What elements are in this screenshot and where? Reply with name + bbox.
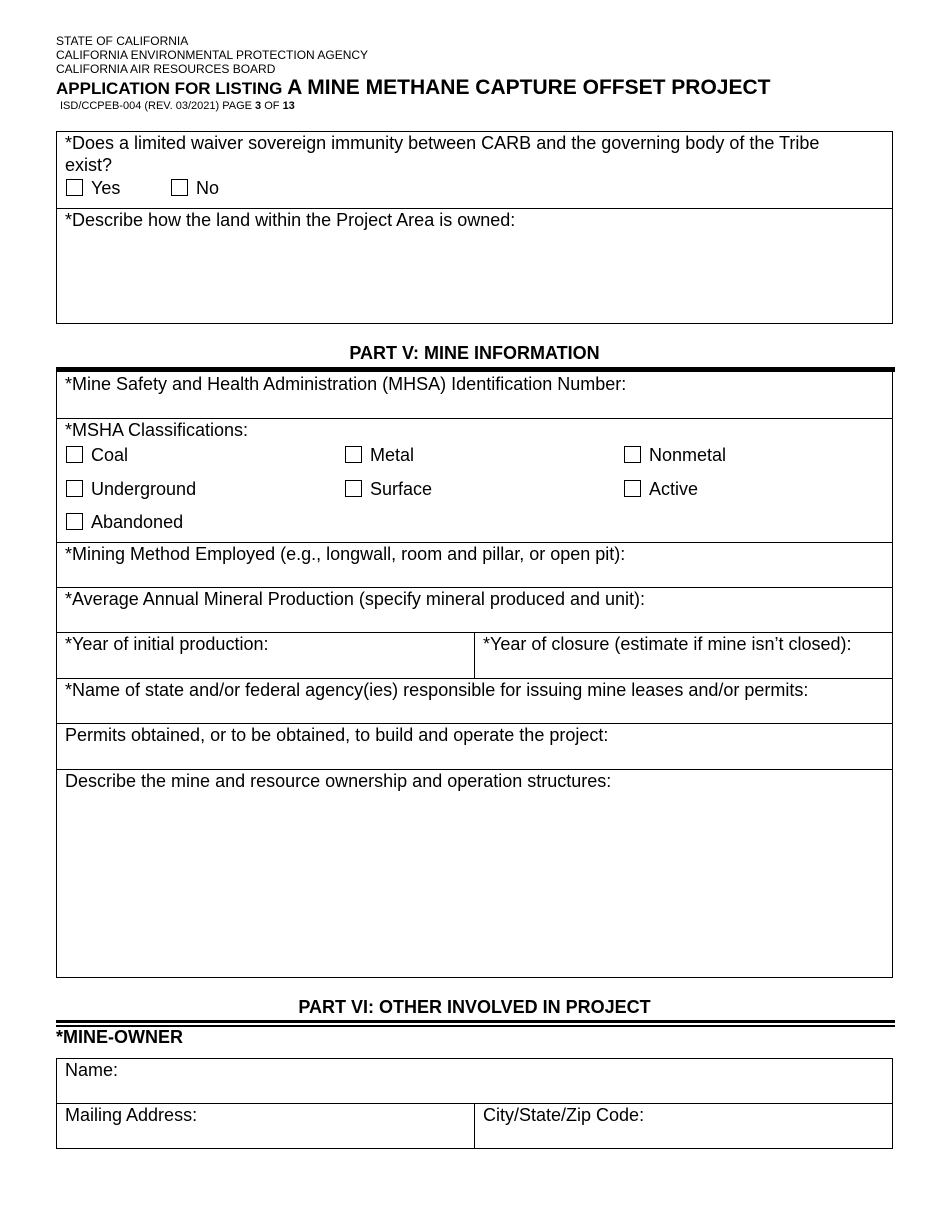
- part6-title: PART VI: OTHER INVOLVED IN PROJECT: [298, 997, 651, 1017]
- city-state-zip-field[interactable]: [479, 1127, 889, 1147]
- part6-rule-top: [56, 1020, 895, 1023]
- column-divider: [474, 1103, 475, 1149]
- underground-checkbox[interactable]: [66, 480, 83, 497]
- name-label: Name:: [65, 1060, 119, 1080]
- year-initial-field[interactable]: [60, 656, 470, 676]
- metal-label: Metal: [370, 445, 415, 465]
- mining-method-field[interactable]: [60, 566, 889, 586]
- page-current: 3: [255, 100, 262, 112]
- coal-label: Coal: [91, 445, 129, 465]
- year-initial-label: *Year of initial production:: [65, 634, 269, 654]
- name-field[interactable]: [125, 1060, 889, 1100]
- year-closure-field[interactable]: [479, 656, 889, 676]
- mine-owner-label: *MINE-OWNER: [56, 1027, 183, 1047]
- land-ownership-field[interactable]: [60, 234, 889, 320]
- active-checkbox[interactable]: [624, 480, 641, 497]
- msha-id-field[interactable]: [60, 396, 889, 416]
- land-ownership-label: *Describe how the land within the Project Area is owned:: [65, 210, 516, 230]
- part5-title: PART V: MINE INFORMATION: [349, 343, 600, 363]
- waiver-no-checkbox[interactable]: [171, 179, 188, 196]
- waiver-yes-checkbox[interactable]: [66, 179, 83, 196]
- nonmetal-label: Nonmetal: [649, 445, 727, 465]
- waiver-no-label: No: [196, 178, 220, 198]
- annual-production-label: *Average Annual Mineral Production (specify mineral produced and unit):: [65, 589, 645, 609]
- surface-label: Surface: [370, 479, 433, 499]
- header-state: STATE OF CALIFORNIA: [56, 34, 189, 48]
- waiver-question-line1: *Does a limited waiver sovereign immunity between CARB and the governing body of the Tribe: [65, 133, 820, 153]
- abandoned-label: Abandoned: [91, 512, 184, 532]
- agency-label: *Name of state and/or federal agency(ies) responsible for issuing mine leases and/or permits:: [65, 680, 809, 700]
- form-title: [56, 76, 771, 100]
- city-state-zip-label: City/State/Zip Code:: [483, 1105, 645, 1125]
- permits-field[interactable]: [60, 747, 889, 767]
- ownership-structure-label: Describe the mine and resource ownership and operation structures:: [65, 771, 612, 791]
- coal-checkbox[interactable]: [66, 446, 83, 463]
- waiver-yes-label: Yes: [91, 178, 121, 198]
- page-of: OF: [261, 100, 283, 112]
- form-title-part1: APPLICATION FOR LISTING: [56, 79, 288, 98]
- surface-checkbox[interactable]: [345, 480, 362, 497]
- column-divider: [474, 632, 475, 678]
- year-closure-label: *Year of closure (estimate if mine isn’t closed):: [483, 634, 852, 654]
- mining-method-label: *Mining Method Employed (e.g., longwall, room and pillar, or open pit):: [65, 544, 626, 564]
- nonmetal-checkbox[interactable]: [624, 446, 641, 463]
- waiver-question-line2: exist?: [65, 155, 113, 175]
- metal-checkbox[interactable]: [345, 446, 362, 463]
- annual-production-field[interactable]: [60, 611, 889, 631]
- agency-field[interactable]: [60, 702, 889, 722]
- active-label: Active: [649, 479, 699, 499]
- msha-classifications-label: *MSHA Classifications:: [65, 420, 249, 440]
- ownership-structure-field[interactable]: [60, 795, 889, 973]
- form-number: [60, 100, 295, 112]
- mailing-address-field[interactable]: [60, 1127, 470, 1147]
- abandoned-checkbox[interactable]: [66, 513, 83, 530]
- underground-label: Underground: [91, 479, 197, 499]
- header-agency: CALIFORNIA ENVIRONMENTAL PROTECTION AGENCY: [56, 48, 369, 62]
- mailing-address-label: Mailing Address:: [65, 1105, 198, 1125]
- page-total: 13: [282, 100, 295, 112]
- header-board: CALIFORNIA AIR RESOURCES BOARD: [56, 62, 276, 76]
- msha-id-label: *Mine Safety and Health Administration (MHSA) Identification Number:: [65, 374, 627, 394]
- permits-label: Permits obtained, or to be obtained, to build and operate the project:: [65, 725, 609, 745]
- form-number-text: ISD/CCPEB-004 (REV. 03/2021) PAGE: [60, 100, 256, 112]
- form-title-part2: A MINE METHANE CAPTURE OFFSET PROJECT: [287, 76, 771, 99]
